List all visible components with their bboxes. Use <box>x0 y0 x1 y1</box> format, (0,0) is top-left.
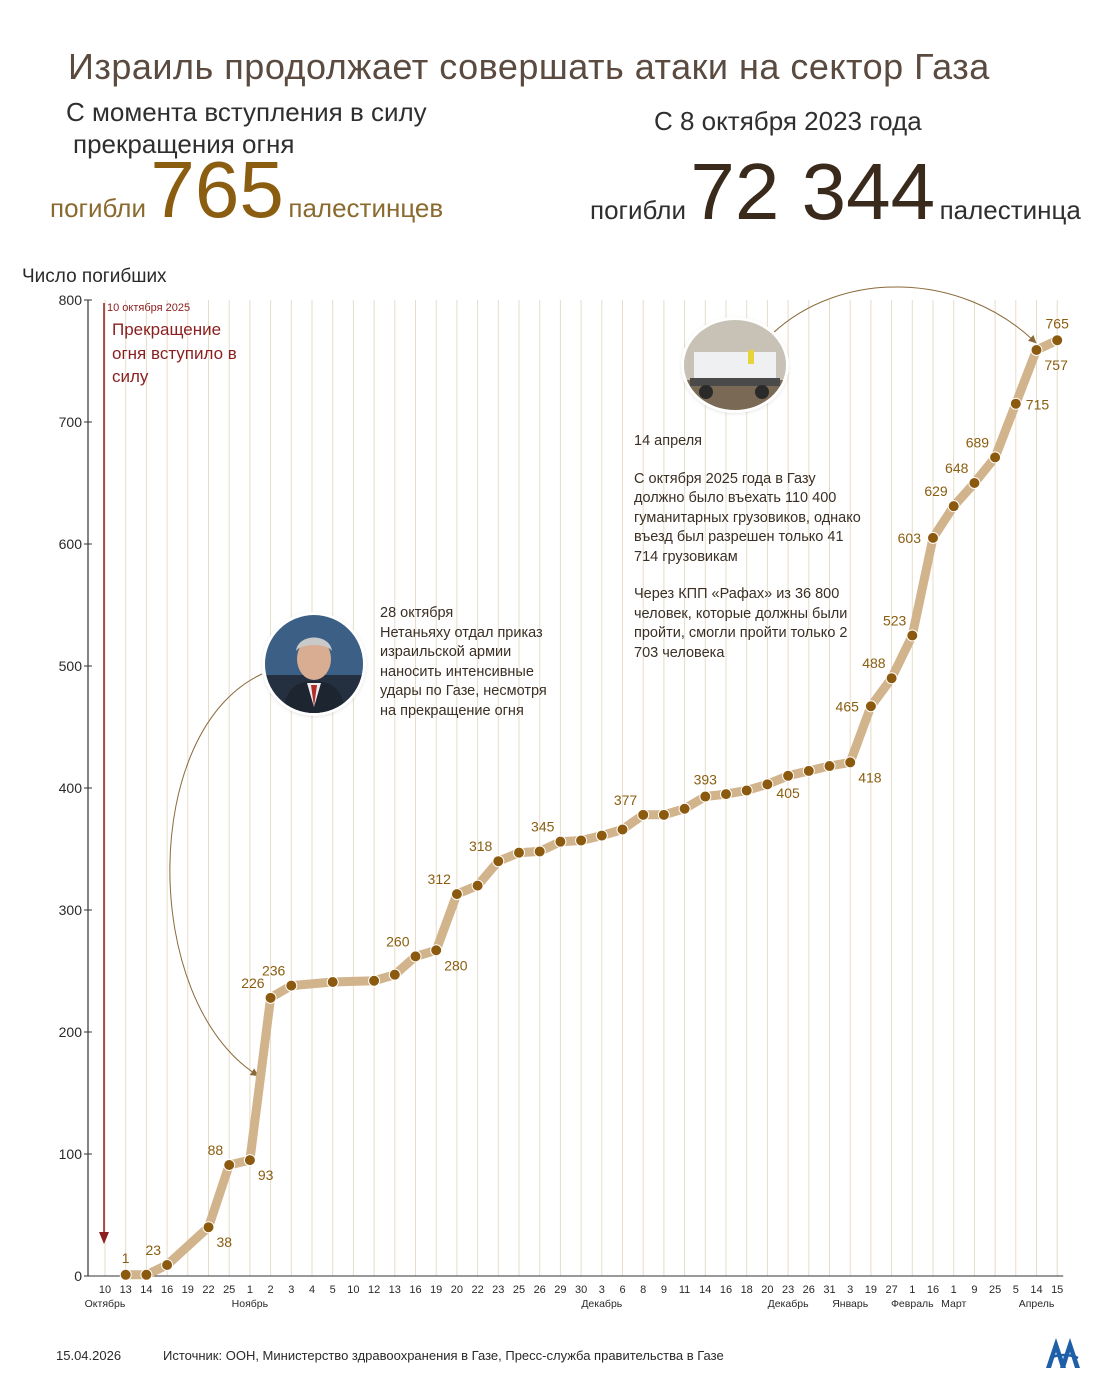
data-point <box>1052 335 1063 346</box>
data-label: 648 <box>945 460 969 476</box>
data-point <box>389 969 400 980</box>
dot-layer <box>120 335 1062 1281</box>
data-point <box>472 880 483 891</box>
data-point <box>410 951 421 962</box>
data-label: 715 <box>1025 396 1050 413</box>
data-point <box>369 975 380 986</box>
netanyahu-photo <box>265 615 363 713</box>
left-subtitle-line1: С момента вступления в силу <box>66 97 427 127</box>
data-label: 226 <box>241 974 265 991</box>
data-point <box>638 809 649 820</box>
right-stat-prefix: погибли <box>590 195 686 225</box>
netanyahu-connector-arrow <box>170 674 262 1075</box>
x-tick-label: 6 <box>619 1284 626 1296</box>
data-label: 418 <box>858 769 882 786</box>
y-tick-label: 500 <box>58 658 82 674</box>
data-point <box>162 1260 173 1271</box>
data-label: 23 <box>145 1242 162 1259</box>
x-tick-label: 13 <box>119 1284 132 1296</box>
x-tick-label: 20 <box>761 1284 774 1296</box>
x-tick-label: 27 <box>885 1284 898 1296</box>
left-stat-number: 765 <box>150 145 284 234</box>
data-point <box>555 836 566 847</box>
data-point <box>990 452 1001 463</box>
x-tick-label: 11 <box>678 1284 691 1296</box>
x-tick-label: 2 <box>267 1284 274 1296</box>
x-tick-label: 12 <box>367 1284 381 1296</box>
month-label: Октябрь <box>84 1298 126 1310</box>
x-tick-label: 9 <box>660 1284 667 1296</box>
month-label: Декабрь <box>581 1298 623 1310</box>
data-label: 465 <box>835 698 859 715</box>
ceasefire-arrowhead <box>99 1232 109 1244</box>
page-title: Израиль продолжает совершать атаки на сектор Газа <box>68 46 990 87</box>
data-point <box>969 478 980 489</box>
x-tick-label: 29 <box>554 1284 567 1296</box>
footer-date: 15.04.2026 <box>56 1348 122 1363</box>
data-point <box>244 1155 255 1166</box>
data-point <box>948 501 959 512</box>
data-point <box>700 791 711 802</box>
aid-annotation <box>634 432 870 663</box>
data-point <box>493 856 504 867</box>
x-tick-label: 22 <box>202 1284 215 1296</box>
x-tick-label: 18 <box>740 1284 753 1296</box>
x-tick-label: 14 <box>1030 1284 1043 1296</box>
data-point <box>617 824 628 835</box>
x-tick-label: 26 <box>802 1284 815 1296</box>
data-point <box>886 673 897 684</box>
data-point <box>327 976 338 987</box>
x-tick-label: 14 <box>140 1284 153 1296</box>
month-label: Февраль <box>890 1298 934 1310</box>
y-axis-title: Число погибших <box>22 266 167 287</box>
y-tick-label: 100 <box>58 1146 82 1162</box>
data-point <box>907 630 918 641</box>
data-point <box>1010 398 1021 409</box>
x-tick-label: 10 <box>98 1284 112 1296</box>
ceasefire-text: Прекращение огня вступило в силу <box>112 320 237 386</box>
x-tick-label: 1 <box>909 1284 916 1296</box>
data-label: 488 <box>862 655 886 672</box>
right-subtitle: С 8 октября 2023 года <box>654 106 922 136</box>
data-label: 38 <box>216 1234 233 1251</box>
month-label: Декабрь <box>767 1298 809 1310</box>
data-point <box>120 1269 131 1280</box>
aa-logo-icon <box>1044 1334 1082 1370</box>
aid-annotation-trucks: С октября 2025 года в Газу должно было въехать 110 400 гуманитарных грузовиков, однако въезд был разрешен только 41 714 грузовикам <box>634 470 861 565</box>
month-label: Апрель <box>1018 1298 1055 1310</box>
x-tick-label: 3 <box>598 1284 605 1296</box>
x-tick-label: 5 <box>1012 1284 1019 1296</box>
y-tick-label: 200 <box>58 1024 82 1040</box>
data-point <box>1031 345 1042 356</box>
y-tick-label: 800 <box>58 292 82 308</box>
data-label: 523 <box>882 612 907 629</box>
right-stat-suffix: палестинца <box>939 195 1081 225</box>
netanyahu-annotation <box>380 604 560 721</box>
data-label: 629 <box>924 483 948 500</box>
data-label: 236 <box>261 962 286 979</box>
grid-layer <box>105 300 1057 1276</box>
line-layer <box>126 340 1057 1275</box>
left-subtitle-line2: прекращения огня <box>73 129 295 159</box>
data-point <box>679 803 690 814</box>
aid-trucks-photo <box>684 320 786 410</box>
x-tick-label: 16 <box>160 1284 174 1296</box>
data-label: 377 <box>613 791 638 808</box>
data-point <box>265 992 276 1003</box>
netanyahu-annotation-date: 28 октября <box>380 605 454 621</box>
y-tick-label: 300 <box>58 902 82 918</box>
y-tick-label: 0 <box>74 1268 82 1284</box>
data-point <box>824 761 835 772</box>
x-tick-label: 4 <box>308 1284 316 1296</box>
data-point <box>803 765 814 776</box>
month-label: Ноябрь <box>231 1298 269 1310</box>
deaths-series-line <box>126 340 1057 1275</box>
data-label: 280 <box>444 957 468 974</box>
data-label: 93 <box>257 1167 274 1184</box>
data-label: 765 <box>1045 315 1069 332</box>
x-tick-label: 9 <box>971 1284 978 1296</box>
x-tick-label: 23 <box>781 1284 795 1296</box>
x-tick-label: 1 <box>246 1284 253 1296</box>
data-label: 312 <box>427 871 451 888</box>
data-point <box>286 980 297 991</box>
data-point <box>658 809 669 820</box>
x-tick-label: 25 <box>512 1284 526 1296</box>
x-tick-label: 19 <box>181 1284 194 1296</box>
data-point <box>783 770 794 781</box>
x-tick-label: 23 <box>492 1284 505 1296</box>
data-point <box>203 1222 214 1233</box>
right-stat-number: 72 344 <box>690 147 936 236</box>
data-label: 393 <box>693 771 717 788</box>
x-tick-label: 8 <box>640 1284 647 1296</box>
data-label: 757 <box>1044 357 1068 374</box>
x-tick-label: 25 <box>223 1284 236 1296</box>
data-point <box>534 846 545 857</box>
data-label: 88 <box>207 1141 224 1158</box>
x-tick-label: 30 <box>574 1284 588 1296</box>
data-label: 603 <box>897 529 921 546</box>
x-tick-label: 14 <box>699 1284 712 1296</box>
x-tick-label: 26 <box>533 1284 546 1296</box>
x-tick-label: 16 <box>719 1284 733 1296</box>
data-label: 260 <box>386 933 410 950</box>
label-layer <box>122 315 1069 1266</box>
data-point <box>845 757 856 768</box>
data-point <box>451 889 462 900</box>
data-point <box>721 789 732 800</box>
y-tick-label: 700 <box>58 414 82 430</box>
aid-annotation-date: 14 апреля <box>634 433 703 449</box>
data-label: 405 <box>776 784 800 801</box>
x-tick-label: 1 <box>950 1284 957 1296</box>
footer-source: Источник: ООН, Министерство здравоохранения в Газе, Пресс-служба правительства в Газе <box>163 1348 724 1363</box>
left-stat-suffix: палестинцев <box>288 193 444 223</box>
x-tick-label: 10 <box>347 1284 360 1296</box>
x-tick-label: 20 <box>450 1284 464 1296</box>
data-label: 345 <box>531 818 555 835</box>
data-point <box>596 830 607 841</box>
ceasefire-date: 10 октября 2025 <box>107 302 191 314</box>
x-tick-label: 3 <box>847 1284 854 1296</box>
data-label: 318 <box>468 838 493 855</box>
data-point <box>431 945 442 956</box>
data-point <box>576 835 587 846</box>
x-tick-label: 19 <box>430 1284 443 1296</box>
data-point <box>865 701 876 712</box>
data-label: 689 <box>965 434 990 451</box>
data-point <box>224 1159 235 1170</box>
data-label: 1 <box>121 1249 130 1266</box>
x-tick-label: 5 <box>329 1284 336 1296</box>
data-point <box>141 1269 152 1280</box>
left-stat-prefix: погибли <box>50 193 146 223</box>
x-tick-layer <box>85 1284 1064 1310</box>
data-point <box>928 532 939 543</box>
x-tick-label: 22 <box>471 1284 484 1296</box>
month-label: Март <box>941 1298 967 1310</box>
x-tick-label: 19 <box>864 1284 878 1296</box>
y-tick-label: 400 <box>58 780 82 796</box>
x-tick-label: 16 <box>926 1284 940 1296</box>
data-point <box>762 779 773 790</box>
x-tick-label: 3 <box>288 1284 295 1296</box>
aid-annotation-rafah: Через КПП «Рафах» из 36 800 человек, которые должны были пройти, смогли пройти только 2 703 человека <box>634 586 848 661</box>
data-point <box>514 847 525 858</box>
x-tick-label: 13 <box>388 1284 401 1296</box>
x-tick-label: 16 <box>409 1284 422 1296</box>
netanyahu-annotation-text: Нетаньяху отдал приказ израильской армии наносить интенсивные удары по Газе, несмотря на прекращение огня <box>380 624 547 719</box>
x-tick-label: 15 <box>1051 1284 1064 1296</box>
y-tick-label: 600 <box>58 536 82 552</box>
x-tick-label: 31 <box>823 1284 836 1296</box>
month-label: Январь <box>832 1298 869 1310</box>
data-point <box>741 785 752 796</box>
x-tick-label: 25 <box>988 1284 1002 1296</box>
